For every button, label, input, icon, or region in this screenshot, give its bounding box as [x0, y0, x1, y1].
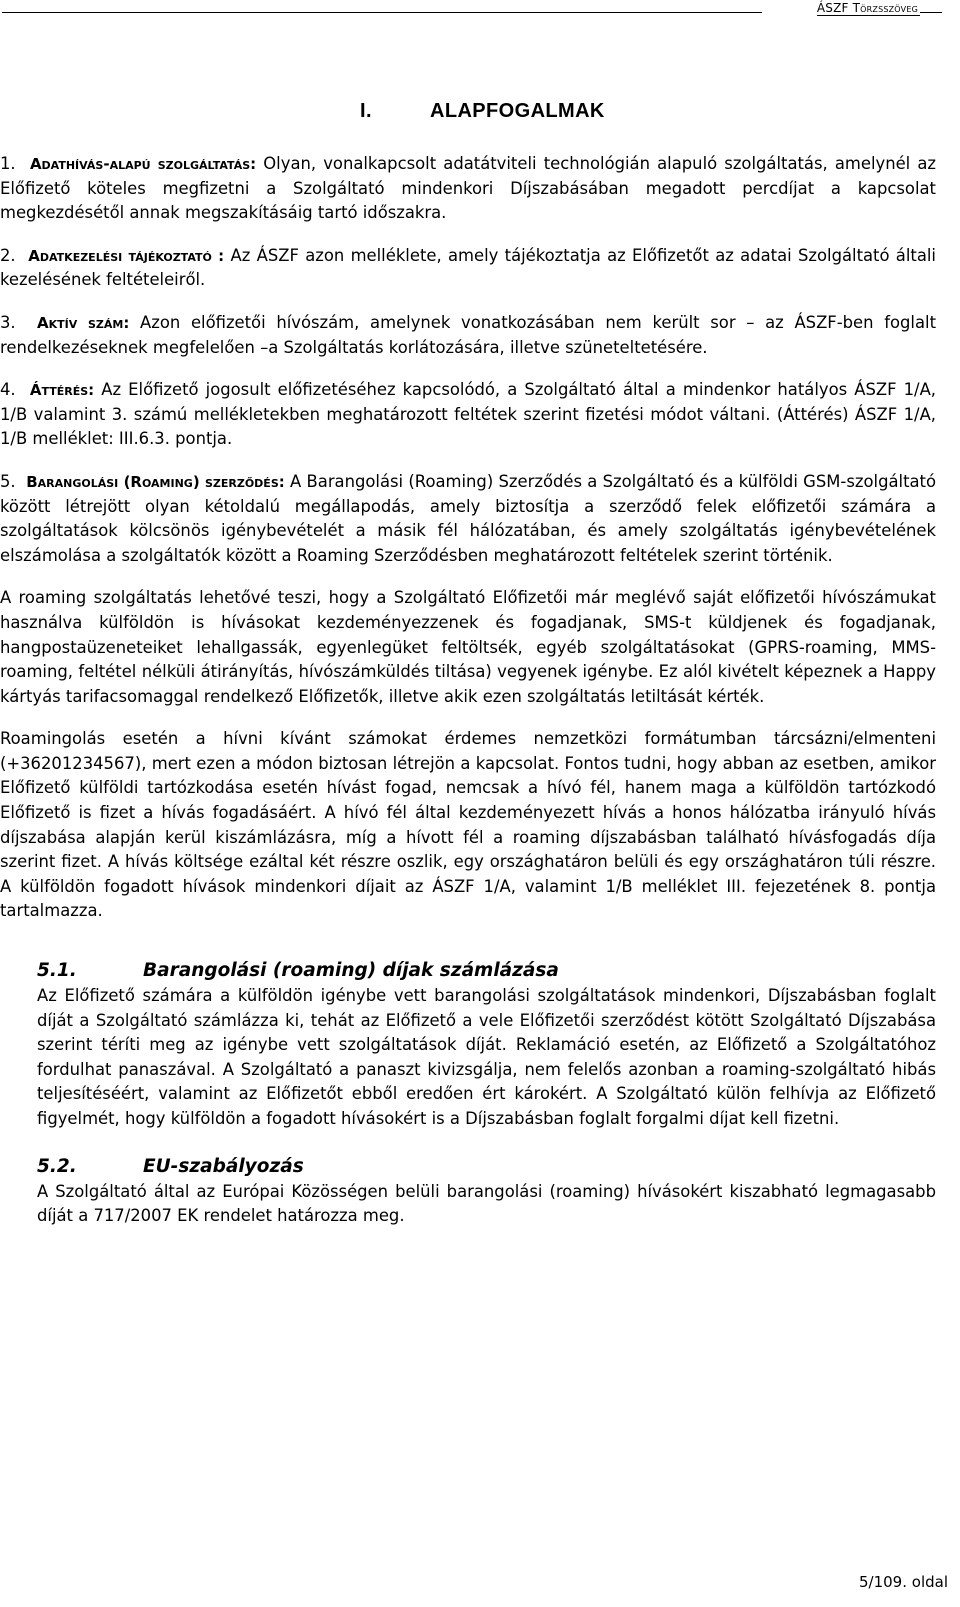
definition-text: A Barangolási (Roaming) Szerződés a Szolgáltató és a külföldi GSM-szolgáltató között létrejött olyan kétoldalú megállapodás, amely biztosítja a szerződő felek előfizetői számára a szolgáltatások kölcsönös igénybevételét a másik fél hálózatában, és amely szolgáltatás igénybevételének elszámolása a szolgáltatók között a Roaming Szerződésben meghatározott feltételek szerint történik. — [0, 471, 936, 565]
subsection-number: 5.1. — [37, 960, 77, 982]
definition-item — [0, 378, 936, 452]
chapter-heading — [360, 100, 605, 123]
subsection-title: EU-szabályozás — [143, 1155, 304, 1177]
header-title: ÁSZF Törzsszöveg — [816, 1, 918, 15]
definition-term: Áttérés: — [29, 381, 95, 400]
roaming-paragraph: A roaming szolgáltatás lehetővé teszi, hogy a Szolgáltató Előfizetői már meglévő saját előfizetői hívószámukat használva külföldön is hívásokat kezdeményezzenek és fogadjanak, SMS-t küldjenek és fogadjanak, hangpostaüzeneteiket lehallgassák, egyenlegüket feltöltsék, egyéb szolgáltatásokat (GPRS-roaming, MMS-roaming, feltétel nélküli átirányítás, hívószámküldés tiltása) vegyenek igénybe. Ez alól kivételt képeznek a Happy kártyás tarifacsomaggal rendelkező Előfizetők, illetve akik ezen szolgáltatás letiltását kérték. — [0, 588, 936, 706]
definition-number: 2. — [0, 245, 16, 265]
definition-number: 3. — [0, 312, 16, 332]
subsection-title: Barangolási (roaming) díjak számlázása — [143, 960, 559, 982]
subsection-heading — [37, 1154, 936, 1180]
roaming-paragraph: Roamingolás esetén a hívni kívánt számokat érdemes nemzetközi formátumban tárcsázni/elmenteni (+36201234567), mert ezen a módon biztosan létrejön a kapcsolat. Fontos tudni, hogy abban az esetben, amikor Előfizető külföldi tartózkodása esetén hívást fogad, nemcsak a hívó fél, hanem maga a külföldön tartózkodó Előfizető is fizet a hívás fogadásáért. A hívó fél által kezdeményezett hívás a honos hálózatba irányuló hívás díjszabása alapján kerül kiszámlázásra, míg a hívott fél a roaming díjszabásban található hívásfogadás díja szerint fizet. A hívás költsége ezáltal két részre oszlik, egy országhatáron belüli és egy országhatáron túli részre. A külföldön fogadott hívások mindenkori díjait az ÁSZF 1/A, valamint 1/B melléklet III. fejezetének 8. pontja tartalmazza. — [0, 729, 936, 921]
definition-text: Olyan, vonalkapcsolt adatátviteli technológián alapuló szolgáltatás, amelynél az Előfizető köteles megfizetni a Szolgáltató mindenkori Díjszabásában megadott percdíjat a kapcsolat megkezdésétől annak megszakításáig tartó időszakra. — [0, 154, 937, 223]
definition-text: Az ÁSZF azon melléklete, amely tájékoztatja az Előfizetőt az adatai Szolgáltató általi kezelésének feltételeiről. — [0, 245, 936, 290]
definition-text: Azon előfizetői hívószám, amelynek vonatkozásában nem került sor – az ÁSZF-ben foglalt rendelkezéseknek megfelelően –a Szolgáltatás korlátozására, illetve szüneteltetésére. — [0, 312, 937, 357]
page-number: 5/109. oldal — [859, 1573, 948, 1591]
chapter-title: ALAPFOGALMAK — [430, 100, 605, 122]
definition-number: 5. — [0, 471, 16, 491]
subsection — [37, 958, 936, 1132]
definition-term: Barangolási (Roaming) szerződés: — [26, 472, 285, 491]
subsection-text: A Szolgáltató által az Európai Közösségen belüli barangolási (roaming) hívásokért kiszabható legmagasabb díját a 717/2007 EK rendelet határozza meg. — [37, 1181, 936, 1226]
subsection-text: Az Előfizető számára a külföldön igénybe vett barangolási szolgáltatások mindenkori, Díjszabásban foglalt díját a Szolgáltató számlázza ki, tehát az Előfizető a vele Előfizetői szerződést kötött Szolgáltató Díjszabása szerint téríti meg az igénybe vett szolgáltatások díját. Reklamáció esetén, az Előfizető a Szolgáltatóhoz fordulhat panaszával. A Szolgáltató a panaszt kivizsgálja, nem felelős azonban a roaming-szolgáltató hibás teljesítéséért, valamint az Előfizetőt ebből eredően ért károkért. A Szolgáltató külön felhívja az Előfizető figyelmét, hogy külföldön a fogadott hívásokért is a Díjszabásban foglalt forgalmi díjat kell fizetni. — [37, 986, 936, 1128]
definition-number: 4. — [0, 380, 16, 400]
definition-text: Az Előfizető jogosult előfizetéséhez kapcsolódó, a Szolgáltató által a mindenkor hatályos ÁSZF 1/A, 1/B valamint 3. számú mellékletekben meghatározott feltétek szerint fizetési módot váltani. (Áttérés) ÁSZF 1/A, 1/B melléklet: III.6.3. pontja. — [0, 380, 936, 449]
chapter-number: I. — [360, 100, 372, 122]
subsection-heading — [37, 958, 936, 984]
definition-item — [0, 244, 936, 293]
definition-item — [0, 470, 936, 568]
definition-term: Adathívás-alapú szolgáltatás: — [29, 155, 257, 173]
subsection-number: 5.2. — [37, 1155, 77, 1177]
definition-item — [0, 311, 936, 360]
definition-term: Adatkezelési tájékoztató : — [28, 246, 225, 265]
header-rule-tail — [920, 12, 942, 13]
page-header — [0, 0, 960, 20]
header-rule — [2, 12, 762, 13]
definition-item — [0, 152, 936, 226]
definition-term: Aktív szám: — [37, 313, 130, 332]
definition-number: 1. — [0, 154, 16, 173]
subsection — [37, 1154, 936, 1229]
document-body — [0, 152, 936, 1251]
